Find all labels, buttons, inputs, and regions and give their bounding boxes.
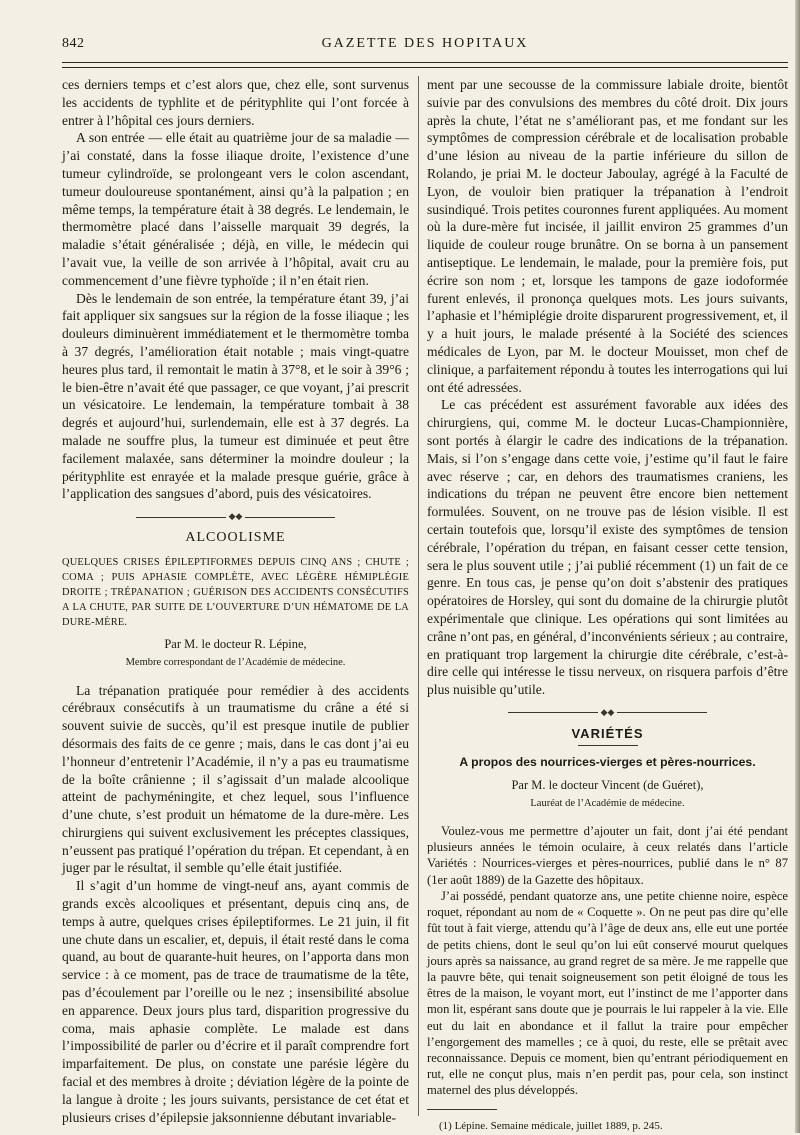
section-title: VARIÉTÉS [571,725,644,741]
section-title: ALCOOLISME [185,530,286,546]
paragraph: ces derniers temps et c’est alors que, chez elle, sont survenus les accidents de typhlite et de pérityphlite qui l’ont forcée à entrer à l’hôpital ces jours derniers. [62,77,409,128]
article-subtitle: QUELQUES CRISES ÉPILEPTIFORMES DEPUIS CINQ ANS ; CHUTE ; COMA ; PUIS APHASIE COMPLÈTE, AVEC LÉGÈRE HÉMIPLÉGIE DROITE ; TRÉPANATION ; GUÉRISON DES ACCIDENTS CONSÉCUTIFS A LA CHUTE, PAR SUITE DE L’OUVERTURE D’UN HÉMATOME DE LA DURE-MÈRE. [62,556,409,628]
running-title: GAZETTE DES HOPITAUX [321,36,529,51]
title-rule [578,745,638,746]
author-affiliation: Membre correspondant de l’Académie de médecine. [125,656,346,668]
footnote-rule [427,1109,497,1110]
paragraph: Il s’agit d’un homme de vingt-neuf ans, ayant commis de grands excès alcooliques et présentant, depuis cinq ans, de temps à autre, quelques crises épileptiformes. Le 21 juin, il fit une chute dans un escalier, et, depuis, il était resté dans le coma quand, au bout de quarante-huit heures, on l’apporta dans mon service : à ce moment, pas de trace de traumatisme de la tête, pas d’écoulement par l’oreille ou le nez ; insensibilité absolue en apparence. Deux jours plus tard, disparition progressive du coma, mais aphasie complète. Le malade est dans l’impossibilité de parler ou d’écrire et il paraît comprendre fort imparfaitement. De plus, on constate une parésie légère du facial et des membres à droite ; déviation légère de la pointe de la langue à droite ; les jours suivants, persistance de cet état et plusieurs crises d’épilepsie jaksonnienne débutant invariable- [62,878,409,1125]
footnote: (1) Lépine. Semaine médicale, juillet 1889, p. 245. [439,1119,663,1132]
header-rule [62,62,788,68]
section-divider: ◆◆ [427,705,788,719]
left-column [62,76,409,1126]
page-number: 842 [62,36,85,51]
article-title: A propos des nourrices-vierges et pères-nourrices. [459,754,756,769]
paragraph: Dès le lendemain de son entrée, la température étant 39, j’ai fait appliquer six sangsues sur la région de la fosse iliaque ; les douleurs diminuèrent immédiatement et le thermomètre tomba à 37 degrés, l’amélioration était notable ; mais vingt-quatre heures plus tard, il remontait le matin à 37°8, et le soir à 39°6 ; le bien-être n’avait été que passager, ce que voyant, j’ai prescrit un vésicatoire. Le lendemain, la température tombait à 38 degrés et aujourd’hui, surlendemain, elle est à 37 degrés. La malade ne souffre plus, la tumeur est diminuée et peut être facilement malaxée, sans déterminer la moindre douleur ; la pérityphlite est enrayée et la malade presque guérie, grâce à l’application des sangsues d’abord, puis des vésicatoires. [62,290,409,502]
author-line: Par M. le docteur R. Lépine, [164,636,307,651]
paragraph: ment par une secousse de la commissure labiale droite, bientôt suivie par des convulsions des membres du côté droit. Dix jours après la chute, l’état ne s’améliorant pas, et me fondant sur les symptômes de compression cérébrale et de localisation probable d’une lésion au niveau de la partie inférieure du sillon de Rolando, je priai M. le docteur Jaboulay, agrégé à la Faculté de Lyon, de vouloir bien pratiquer la trépanation à l’endroit susindiqué. Trois petites couronnes furent appliquées. Au moment où la dure-mère fut incisée, il jaillit environ 25 grammes d’un liquide de couleur rouge brunâtre. On se borna à un pansement antiseptique. Le lendemain, le malade, pour la première fois, put écrire son nom ; et, lorsque les tampons de gaze iodoformée furent enlevés, il prononça quelques mots. Les jours suivants, l’aphasie et l’hémiplégie droite disparurent progressivement, et, il y a huit jours, le malade présenté à la Société des sciences médicales de Lyon, par M. le docteur Mouisset, mon chef de clinique, a parfaitement répondu à toutes les interrogations qui lui ont été adressées. [427,77,788,395]
section-divider: ◆◆ [62,509,409,523]
page-header [62,36,788,56]
page-edge-shadow [795,0,800,1133]
column-divider [418,76,419,1116]
paragraph: Le cas précédent est assurément favorable aux idées des chirurgiens, qui, comme M. le docteur Lucas-Championnière, sont portés à élargir le cadre des indications de la trépanation. Mais, si l’on s’engage dans cette voie, j’estime qu’il faut le faire avec réserve ; car, en dehors des traumatismes craniens, les indications du trépan ne peuvent être encore bien nettement formulées. Souvent, on ne trouve pas de lésion visible. Il est certain toutefois que, lorsqu’il existe des symptômes de tension cérébrale, l’opération du trépan, en faisant cesser cette tension, sera le plus souvent utile ; j’ai publié récemment (1) un fait de ce genre. En tous cas, je pense qu’on doit s’abstenir des pratiques opératoires de Horsley, qui sont du domaine de la chirurgie plutôt expérimentale que clinique. Les opérations qui sont limitées au crâne n’ont pas, en général, d’inconvénients sérieux ; au contraire, en pratiquant trop largement la chirurgie dite cérébrale, c’est-à-dire celle qui intéresse le tissu nerveux, on risquera parfois d’être plus nuisible qu’utile. [427,397,788,698]
right-column [427,76,788,1135]
paragraph: Voulez-vous me permettre d’ajouter un fait, dont j’ai été pendant plusieurs années le témoin oculaire, à ceux relatés dans l’article Variétés : Nourrices-vierges et pères-nourrices, publié dans le n° 87 (1er août 1889) de la Gazette des hôpitaux. [427,824,788,887]
paragraph: La trépanation pratiquée pour remédier à des accidents cérébraux consécutifs à un traumatisme du crâne a été si souvent suivie de succès, qu’il est presque inutile de publier désormais des faits de ce genre ; mais, dans le cas dont j’ai eu l’honneur d’entretenir l’Académie, il n’y a pas eu traumatisme de la boîte crânienne ; il s’agissait d’un malade alcoolique atteint de pachyméningite, et chez lequel, sous l’influence d’une chute, s’est produit un hématome de la dure-mère. Les chirurgiens qui suivent exclusivement les préceptes classiques, n’eussent pas pratiqué l’opération du trépan. Et cependant, à en juger par le résultat, il semble qu’elle était justifiée. [62,682,409,876]
paragraph: A son entrée — elle était au quatrième jour de sa maladie — j’ai constaté, dans la fosse iliaque droite, l’existence d’une tumeur cylindroïde, se prolongeant vers le colon ascendant, tumeur douloureuse spontanément, ainsi qu’à la palpation ; en même temps, la température était à 38 degrés. Le lendemain, le thermomètre placé dans l’aisselle marquait 39 degrés, la maladie s’était généralisée ; déjà, en ville, le médecin qui l’avait vue, la veille de son arrivée à l’hôpital, avait cru au commencement d’une fièvre typhoïde ; il n’en était rien. [62,130,409,288]
author-line: Par M. le docteur Vincent (de Guéret), [511,778,704,793]
author-affiliation: Lauréat de l’Académie de médecine. [530,798,685,810]
paragraph: J’ai possédé, pendant quatorze ans, une petite chienne noire, espèce roquet, répondant au nom de « Coquette ». On ne peut pas dire qu’elle fût tout à fait vierge, attendu qu’à l’âge de deux ans, elle eut une portée de petits chiens, dont le seul qu’on lui eût conservé mourut quelques jours après sa naissance, au grand regret de sa mère. Je me rappelle que la pauvre bête, qui tenait soigneusement son petit éloigné de tous les êtres de la maison, le voyant mort, eut l’instinct de me l’apporter dans mon lit, espérant sans doute que je pourrais le lui rappeler à la vie. Elle eut du lait en abondance et il fallut la traire pour empêcher l’engorgement des mamelles ; ce à quoi, du reste, elle se prêtait avec reconnaissance. Depuis ce moment, bien qu’entrant périodiquement en rut, elle ne conçut plus, mais n’en perdit pas, pour cela, son instinct maternel des plus développés. [427,888,788,1098]
